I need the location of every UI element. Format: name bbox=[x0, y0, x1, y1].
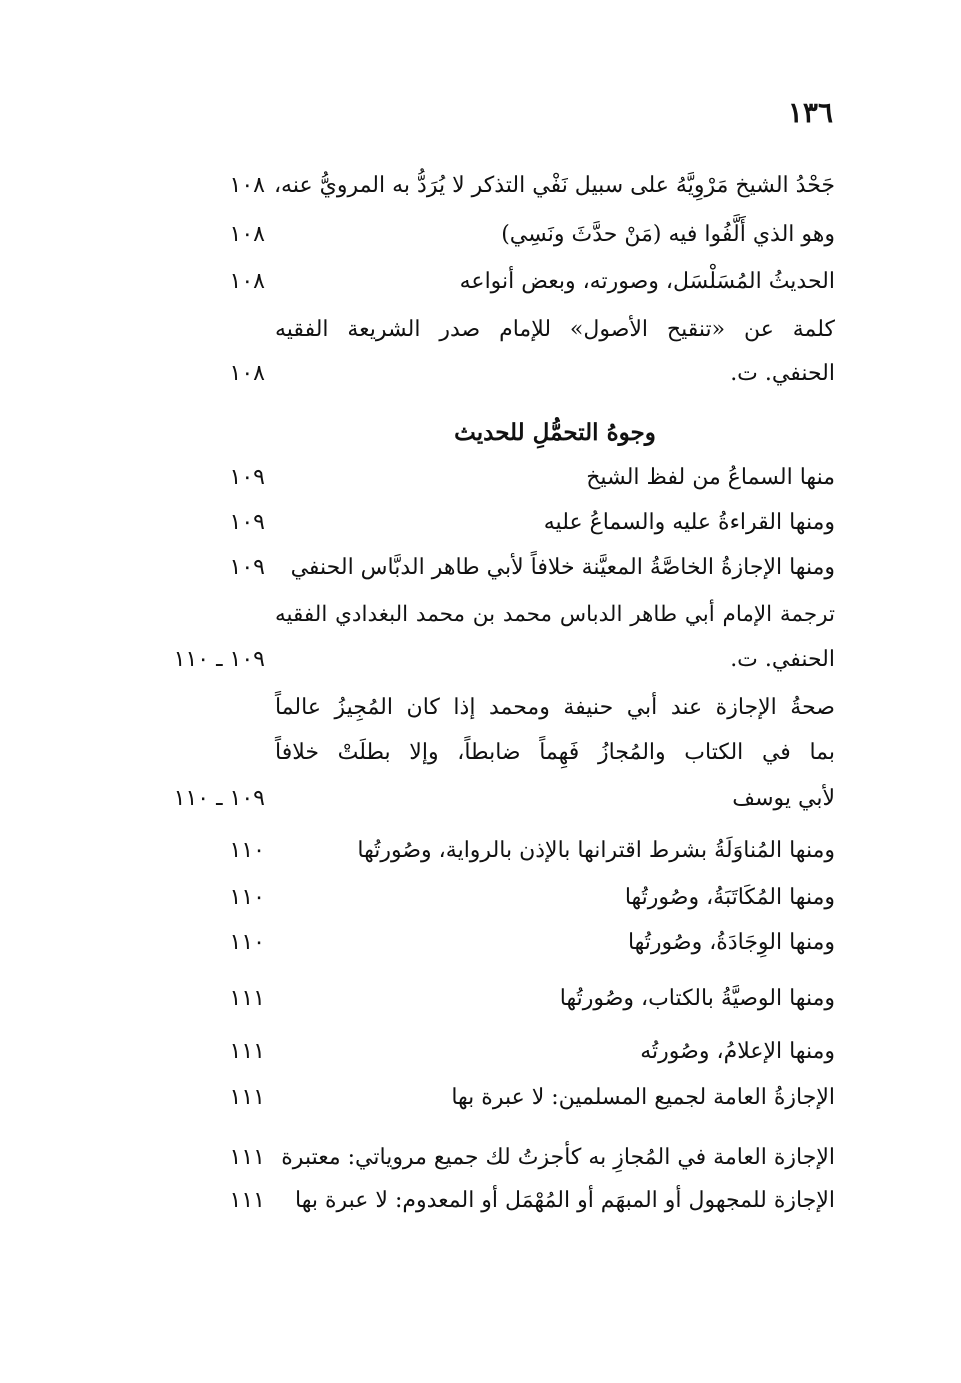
entry-page: ١١١ bbox=[229, 1039, 265, 1064]
entry-text: ومنها الوصيَّةُ بالكتاب، وصُورتُها bbox=[559, 986, 835, 1011]
index-entry bbox=[0, 212, 961, 258]
page-number: ١٣٦ bbox=[787, 96, 833, 129]
entry-text: ومنها المُناوَلَةُ بشرط اقترانها بالإذن بالرواية، وصُورتُها bbox=[357, 838, 835, 863]
index-entry bbox=[0, 545, 961, 591]
entry-text: الإجازةُ العامة لجميع المسلمين: لا عبرة بها bbox=[451, 1085, 835, 1110]
entry-text: الحنفي. ت. bbox=[730, 361, 835, 386]
index-entry bbox=[0, 776, 961, 822]
index-entry bbox=[0, 828, 961, 874]
entry-page: ١٠٨ bbox=[229, 173, 265, 198]
entry-text: الحنفي. ت. bbox=[730, 647, 835, 672]
entry-text: جَحْدُ الشيخ مَرْوِيَّهُ على سبيل نَفْي التذكر لا يُرَدُّ به المرويُّ عنه، bbox=[273, 173, 835, 198]
entry-page: ١١١ bbox=[229, 1145, 265, 1170]
entry-page: ١١١ bbox=[229, 986, 265, 1011]
index-entry bbox=[0, 1178, 961, 1224]
entry-page: ١٠٨ bbox=[229, 222, 265, 247]
entry-page: ١٠٩ bbox=[229, 555, 265, 580]
index-entry bbox=[0, 259, 961, 305]
entry-page: ١٠٨ bbox=[229, 361, 265, 386]
entry-text: وهو الذي أَلَّفُوا فيه (مَنْ حدَّثَ ونَسِي) bbox=[501, 222, 835, 247]
index-entry bbox=[0, 592, 961, 638]
entry-text: صحةُ الإجازة عند أبي حنيفة ومحمد إذا كان المُجِيزُ عالماً bbox=[275, 695, 835, 720]
entry-text: الإجازة العامة في المُجازِ به كأجزتُ لك جميع مروياتي: معتبرة bbox=[281, 1145, 835, 1170]
entry-page: ١٠٩ bbox=[229, 465, 265, 490]
entry-text: ومنها المُكَاتَبَةُ، وصُورتُها bbox=[624, 885, 835, 910]
index-entry bbox=[0, 875, 961, 921]
entry-text: بما في الكتاب والمُجازُ فَهِماً ضابطاً، وإلا بطلَتْ خلافاً bbox=[275, 740, 835, 765]
index-entry bbox=[0, 455, 961, 501]
entry-page: ١١٠ bbox=[229, 930, 265, 955]
entry-text: كلمة عن «تنقيح الأصول» للإمام صدر الشريعة الفقيه bbox=[275, 317, 835, 342]
entry-text: ومنها الإعلامُ، وصُورتُه bbox=[640, 1039, 835, 1064]
index-entry bbox=[0, 307, 961, 353]
entry-page: ١٠٨ bbox=[229, 269, 265, 294]
index-entry bbox=[0, 1075, 961, 1121]
index-entry bbox=[0, 500, 961, 546]
index-entry bbox=[0, 920, 961, 966]
entry-page: ١١١ bbox=[229, 1085, 265, 1110]
entry-page: ١١١ bbox=[229, 1188, 265, 1213]
index-entry bbox=[0, 637, 961, 683]
entry-text: منها السماعُ من لفظ الشيخ bbox=[586, 465, 835, 490]
entry-text: ترجمة الإمام أبي طاهر الدباس محمد بن محمد البغدادي الفقيه bbox=[275, 602, 835, 627]
index-entry bbox=[0, 1135, 961, 1181]
entry-page: ١١٠ bbox=[229, 885, 265, 910]
index-entry bbox=[0, 685, 961, 731]
entry-text: الحديثُ المُسَلْسَل، وصورته، وبعض أنواعه bbox=[459, 269, 835, 294]
entry-text: ومنها الإجازةُ الخاصَّةُ المعيَّنة خلافاً لأبي طاهر الدبَّاس الحنفي bbox=[290, 555, 835, 580]
index-entry bbox=[0, 351, 961, 397]
entry-text: الإجازة للمجهول أو المبهَم أو المُهْمَل أو المعدوم: لا عبرة بها bbox=[295, 1188, 835, 1213]
index-entry bbox=[0, 1029, 961, 1075]
index-entry bbox=[0, 976, 961, 1022]
entry-text: ومنها الوِجَادَةُ، وصُورتُها bbox=[627, 930, 835, 955]
entry-page: ١٠٩ bbox=[229, 510, 265, 535]
entry-page: ١٠٩ ـ ١١٠ bbox=[173, 647, 265, 672]
index-entry bbox=[0, 163, 961, 209]
section-heading: وجوهُ التحمُّلِ للحديث bbox=[454, 419, 656, 446]
index-entry bbox=[0, 730, 961, 776]
entry-page: ١١٠ bbox=[229, 838, 265, 863]
entry-text: لأبي يوسف bbox=[732, 786, 835, 811]
entry-page: ١٠٩ ـ ١١٠ bbox=[173, 786, 265, 811]
entry-text: ومنها القراءةُ عليه والسماعُ عليه bbox=[543, 510, 835, 535]
